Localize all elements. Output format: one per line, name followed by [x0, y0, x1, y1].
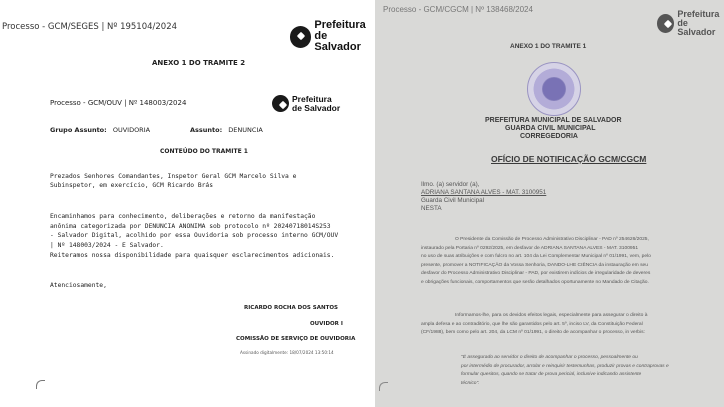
paragraph-line: Subinspetor, em exercício, GCM Ricardo Brás: [50, 182, 214, 189]
info-line: ampla defesa e ao contraditório, que lhe são garantidos pelo art. 5º, inciso LV, da Constituição Federal: [421, 321, 643, 327]
inner-process-header: Processo - GCM/OUV | Nº 148003/2024: [50, 99, 187, 107]
prefeitura-logo-right: [657, 10, 724, 37]
office-title: OFÍCIO DE NOTIFICAÇÃO GCM/CGCM: [491, 154, 647, 164]
paragraph-line: Encaminhamos para conhecimento, deliberações e retorno da manifestação: [50, 213, 316, 220]
quote-paragraph: [461, 354, 669, 388]
logo-text-line-2: de Salvador: [292, 102, 341, 113]
signature-role: OUVIDOR I: [310, 321, 343, 327]
body-line: e obrigações funcionais, comportamentos que serão detalhados oportunamente no Mandado de Citação.: [421, 279, 649, 285]
content-title: CONTEÚDO DO TRAMITE 1: [160, 148, 248, 155]
salvador-emblem-icon: [290, 26, 311, 48]
logo-text-line-2: de Salvador: [314, 30, 361, 53]
paragraph-line: | Nº 148003/2024 - E Salvador.: [50, 241, 164, 249]
paragraph-greeting: [50, 172, 296, 190]
paragraph-line: anônima categorizada por DENUNCIA ANONIMA sob protocolo nº 20240718014S253: [50, 222, 331, 230]
addressee-line: Guarda Civil Municipal: [421, 197, 484, 204]
body-line: desfavor do Processo Administrativo Disciplinar - PAD, por existirem indícios de irregularidade de deveres: [421, 271, 651, 277]
closing-text: Atenciosamente,: [50, 282, 107, 289]
quote-line: "É assegurado ao servidor o direito de acompanhar o processo, pessoalmente ou: [461, 355, 638, 360]
loading-arc-icon: [379, 382, 388, 391]
group-subject-row: [50, 126, 150, 134]
addressee-block: [421, 181, 546, 213]
prefeitura-logo-large: [290, 20, 375, 53]
body-line: presente, promover a NOTIFICAÇÃO da Vossa Senhoria, DANDO-LHE CIÊNCIA da instauração em seu: [421, 262, 648, 268]
info-line: Informamos-lhe, para os devidos efeitos legais, especialmente para assegurar o direito à: [455, 313, 648, 318]
paragraph-line: Prezados Senhores Comandantes, Inspetor Geral GCM Marcelo Silva e: [50, 173, 297, 180]
body-line: O Presidente da Comissão de Processo Administrativo Disciplinar - PAD nº 254626/2025,: [455, 237, 649, 242]
org-line-3: CORREGEDORIA: [520, 133, 578, 140]
body-line: no uso de suas atribuições e com fulcro no art. 104 da Lei Complementar Municipal nº 01/1991, vem, pelo: [421, 254, 651, 260]
annex-title: ANEXO 1 DO TRAMITE 2: [152, 59, 246, 67]
body-line: instaurado pela Portaria nº 0292/2025, em desfavor de ADRIANA SANTANA ALVES - MAT. 3100951: [421, 245, 639, 251]
group-value: OUVIDORIA: [112, 126, 151, 134]
quote-line: por intermédio de procurador, arrolar e reinquirir testemunhas, produzir provas e contraprovas e: [461, 363, 669, 369]
signature-timestamp: Assinado digitalmente: 18/07/2024 13:50:14: [240, 350, 334, 355]
salvador-emblem-icon: [272, 95, 289, 112]
right-process-header: Processo - GCM/CGCM | Nº 138468/2024: [383, 5, 533, 14]
org-line-1: PREFEITURA MUNICIPAL DE SALVADOR: [485, 117, 622, 124]
right-document: [375, 0, 724, 407]
body-paragraph: [421, 236, 651, 288]
subject-label: Assunto:: [190, 126, 223, 134]
left-process-header: Processo - GCM/SEGES | Nº 195104/2024: [2, 22, 178, 32]
signature-department: COMISSÃO DE SERVIÇO DE OUVIDORIA: [236, 336, 356, 342]
addressee-line: NESTA: [421, 205, 442, 212]
paragraph-forwarding: [50, 212, 338, 250]
quote-line: técnico".: [461, 380, 480, 386]
right-annex-title: ANEXO 1 DO TRAMITE 1: [510, 43, 587, 50]
info-line: (CF/1988), bem como pelo art. 204, da LCM nº 01/1991, o direito de acompanhar o processo, in verbis:: [421, 330, 645, 336]
paragraph-line: - Salvador Digital, acolhido por essa Ouvidoria sob processo interno GCM/OUV: [50, 232, 339, 239]
logo-text-line-1: Prefeitura: [677, 9, 720, 19]
prefeitura-logo-small: [272, 95, 340, 112]
addressee-line: Ilmo. (a) servidor (a),: [421, 181, 480, 188]
quote-line: formular quesitos, quando se tratar de prova pericial, inclusive indicando assistente: [461, 372, 642, 378]
salvador-emblem-icon: [657, 14, 674, 33]
subject-value: DENUNCIA: [228, 126, 263, 134]
signature-name: RICARDO ROCHA DOS SANTOS: [244, 305, 339, 311]
paragraph-availability: Reiteramos nossa disponibilidade para quaisquer esclarecimentos adicionais.: [50, 252, 335, 259]
info-paragraph: [421, 312, 647, 338]
logo-text-line-1: Prefeitura: [292, 94, 332, 104]
loading-arc-icon: [36, 380, 45, 389]
addressee-line: ADRIANA SANTANA ALVES - MAT. 3100951: [421, 189, 547, 196]
group-label: Grupo Assunto:: [50, 126, 107, 134]
subject-row: [190, 126, 263, 134]
logo-text-line-1: Prefeitura: [314, 19, 366, 31]
logo-text-line-2: de Salvador: [677, 18, 716, 37]
org-line-2: GUARDA CIVIL MUNICIPAL: [505, 125, 596, 132]
corregedoria-seal-icon: [527, 62, 581, 116]
